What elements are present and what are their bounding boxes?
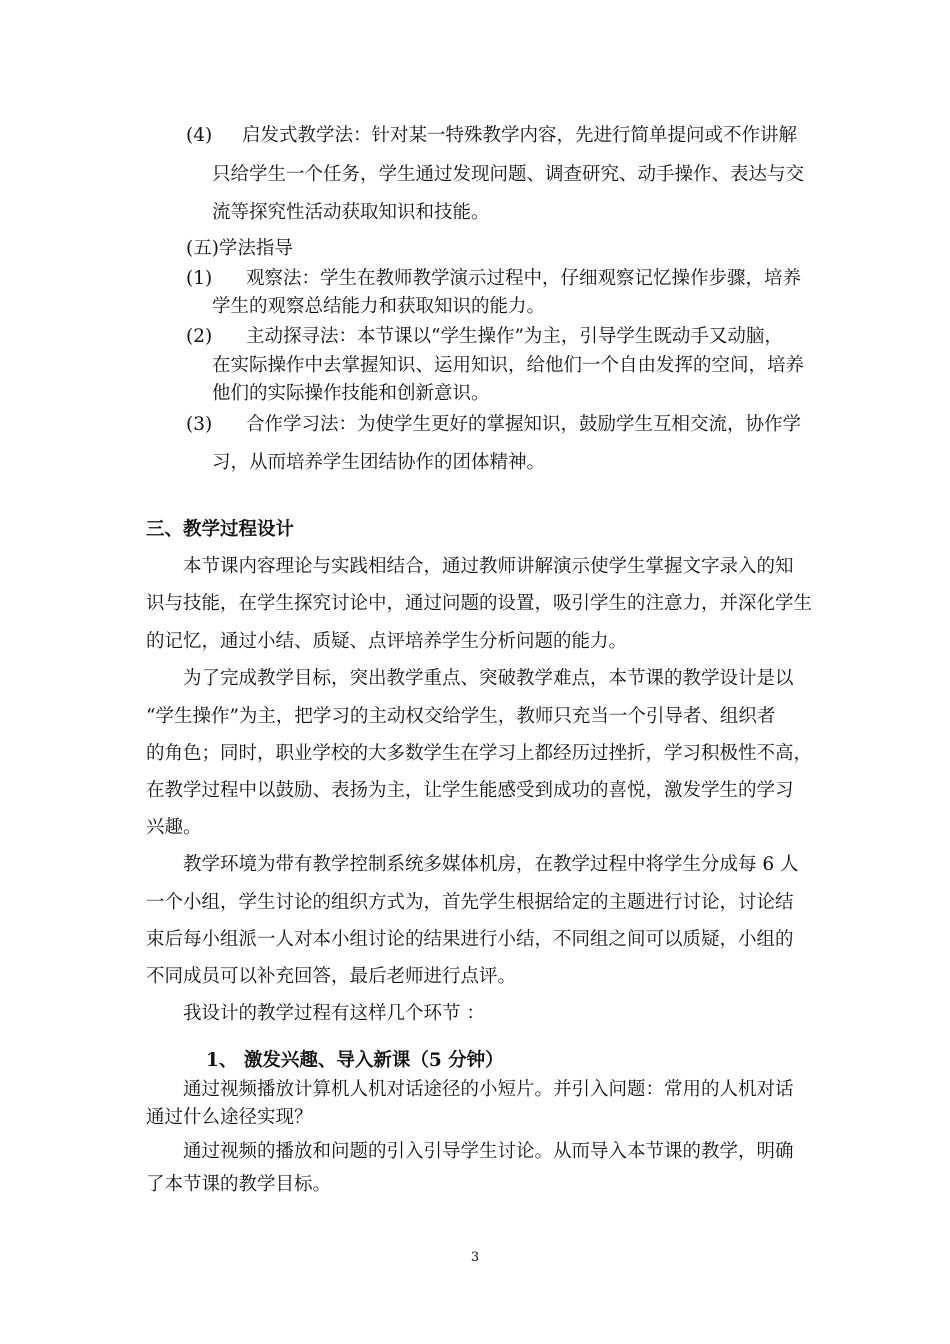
paragraph-line: 在教学过程中以鼓励、表扬为主，让学生能感受到成功的喜悦，激发学生的学习: [146, 780, 794, 801]
paragraph-line: 通过视频的播放和问题的引入引导学生讨论。从而导入本节课的教学，明确: [183, 1141, 794, 1162]
section-heading: (五)学法指导: [186, 238, 293, 259]
paragraph-line: 的记忆，通过小结、质疑、点评培养学生分析问题的能力。: [146, 631, 628, 652]
text-line: 只给学生一个任务，学生通过发现问题、调查研究、动手操作、表达与交: [212, 164, 805, 185]
text-line: 主动探寻法：本节课以“学生操作”为主，引导学生既动手又动脑，: [246, 326, 783, 347]
text-line: 他们的实际操作技能和创新意识。: [212, 383, 490, 404]
text-line: 学生的观察总结能力和获取知识的能力。: [212, 296, 546, 317]
page-number: 3: [470, 1250, 480, 1265]
text-line: 在实际操作中去掌握知识、运用知识，给他们一个自由发挥的空间，培养: [212, 355, 805, 376]
paragraph-line: 了本节课的教学目标。: [146, 1174, 332, 1195]
paragraph-line: 我设计的教学过程有这样几个环节 ：: [183, 1003, 485, 1024]
step-heading: 1、 激发兴趣、导入新课（5 分钟）: [206, 1050, 504, 1071]
paragraph-line: 的角色；同时，职业学校的大多数学生在学习上都经历过挫折，学习积极性不高，: [146, 743, 813, 764]
text-line: 合作学习法：为使学生更好的掌握知识，鼓励学生互相交流，协作学: [246, 414, 802, 435]
item-number: (4): [186, 125, 213, 146]
paragraph-line: 束后每小组派一人对本小组讨论的结果进行小结，不同组之间可以质疑，小组的: [146, 929, 794, 950]
paragraph-line: “学生操作”为主，把学习的主动权交给学生，教师只充当一个引导者、组织者: [146, 706, 776, 727]
item-number: (3): [186, 414, 213, 435]
text-line: 习，从而培养学生团结协作的团体精神。: [212, 452, 546, 473]
paragraph-line: 为了完成教学目标，突出教学重点、突破教学难点，本节课的教学设计是以: [183, 668, 794, 689]
text-line: 观察法：学生在教师教学演示过程中，仔细观察记忆操作步骤，培养: [246, 268, 802, 289]
paragraph-line: 通过什么途径实现？: [146, 1107, 313, 1128]
paragraph-line: 一个小组，学生讨论的组织方式为，首先学生根据给定的主题进行讨论，讨论结: [146, 892, 794, 913]
paragraph-line: 识与技能，在学生探究讨论中，通过问题的设置，吸引学生的注意力，并深化学生: [146, 593, 813, 614]
item-number: (2): [186, 326, 213, 347]
paragraph-line: 本节课内容理论与实践相结合，通过教师讲解演示使学生掌握文字录入的知: [183, 556, 794, 577]
paragraph-line: 兴趣。: [146, 817, 202, 838]
paragraph-line: 不同成员可以补充回答，最后老师进行点评。: [146, 966, 517, 987]
paragraph-line: 教学环境为带有教学控制系统多媒体机房，在教学过程中将学生分成每 6 人: [183, 854, 799, 875]
text-line: 启发式教学法：针对某一特殊教学内容，先进行简单提问或不作讲解: [242, 125, 798, 146]
item-number: (1): [186, 268, 213, 289]
section-heading: 三、教学过程设计: [146, 519, 295, 540]
paragraph-line: 通过视频播放计算机人机对话途径的小短片。并引入问题：常用的人机对话: [183, 1079, 794, 1100]
text-line: 流等探究性活动获取知识和技能。: [212, 202, 490, 223]
